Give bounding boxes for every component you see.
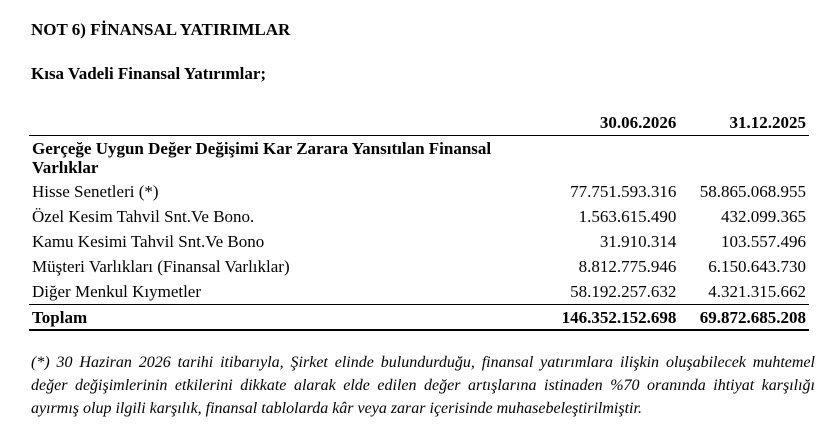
header-date-2: 31.12.2025 (678, 110, 809, 136)
row-label: Hisse Senetleri (*) (32, 182, 159, 201)
row-value-2: 432.099.365 (721, 207, 806, 226)
section-heading: Gerçeğe Uygun Değer Değişimi Kar Zarara Yansıtılan Finansal Varlıklar (32, 139, 492, 177)
note-title: NOT 6) FİNANSAL YATIRIMLAR (31, 20, 291, 39)
row-label: Kamu Kesimi Tahvil Snt.Ve Bono (32, 232, 265, 251)
total-label: Toplam (29, 305, 549, 331)
row-label: Diğer Menkul Kıymetler (32, 282, 202, 301)
row-value-1: 58.192.257.632 (570, 282, 677, 301)
total-value-2: 69.872.685.208 (678, 305, 809, 331)
row-value-1: 77.751.593.316 (570, 182, 677, 201)
table-row (29, 229, 809, 254)
row-value-2: 58.865.068.955 (699, 182, 806, 201)
table-row (29, 254, 809, 279)
section-heading-row (29, 136, 809, 180)
total-row (29, 305, 809, 331)
row-label: Müşteri Varlıkları (Finansal Varlıklar) (32, 257, 290, 276)
financial-investments-table (29, 110, 809, 331)
header-blank-cell (29, 110, 549, 136)
section-subtitle: Kısa Vadeli Finansal Yatırımlar; (31, 64, 267, 83)
total-value-1: 146.352.152.698 (549, 305, 679, 331)
table-row (29, 179, 809, 204)
row-value-1: 8.812.775.946 (578, 257, 677, 276)
row-value-2: 103.557.496 (721, 232, 806, 251)
table-row (29, 204, 809, 229)
footnote: (*) 30 Haziran 2026 tarihi itibarıyla, Şirket elinde bulundurduğu, finansal yatırımlara ilişkin oluşabilecek muhtemel değer değişimlerinin etkilerini dikkate alarak elde edilen değer artışlarına istinaden %70 oranında ihtiyat karşılığı ayırmış olup ilgili karşılık, finansal tablolarda kâr veya zarar içerisinde muhasebeleştirilmiştir. (31, 354, 815, 417)
row-value-2: 6.150.643.730 (708, 257, 806, 276)
row-value-1: 31.910.314 (599, 232, 677, 251)
row-value-2: 4.321.315.662 (708, 282, 806, 301)
table-header-row (29, 110, 809, 136)
table-row (29, 279, 809, 305)
row-value-1: 1.563.615.490 (578, 207, 677, 226)
row-label: Özel Kesim Tahvil Snt.Ve Bono. (32, 207, 255, 226)
header-date-1: 30.06.2026 (549, 110, 679, 136)
